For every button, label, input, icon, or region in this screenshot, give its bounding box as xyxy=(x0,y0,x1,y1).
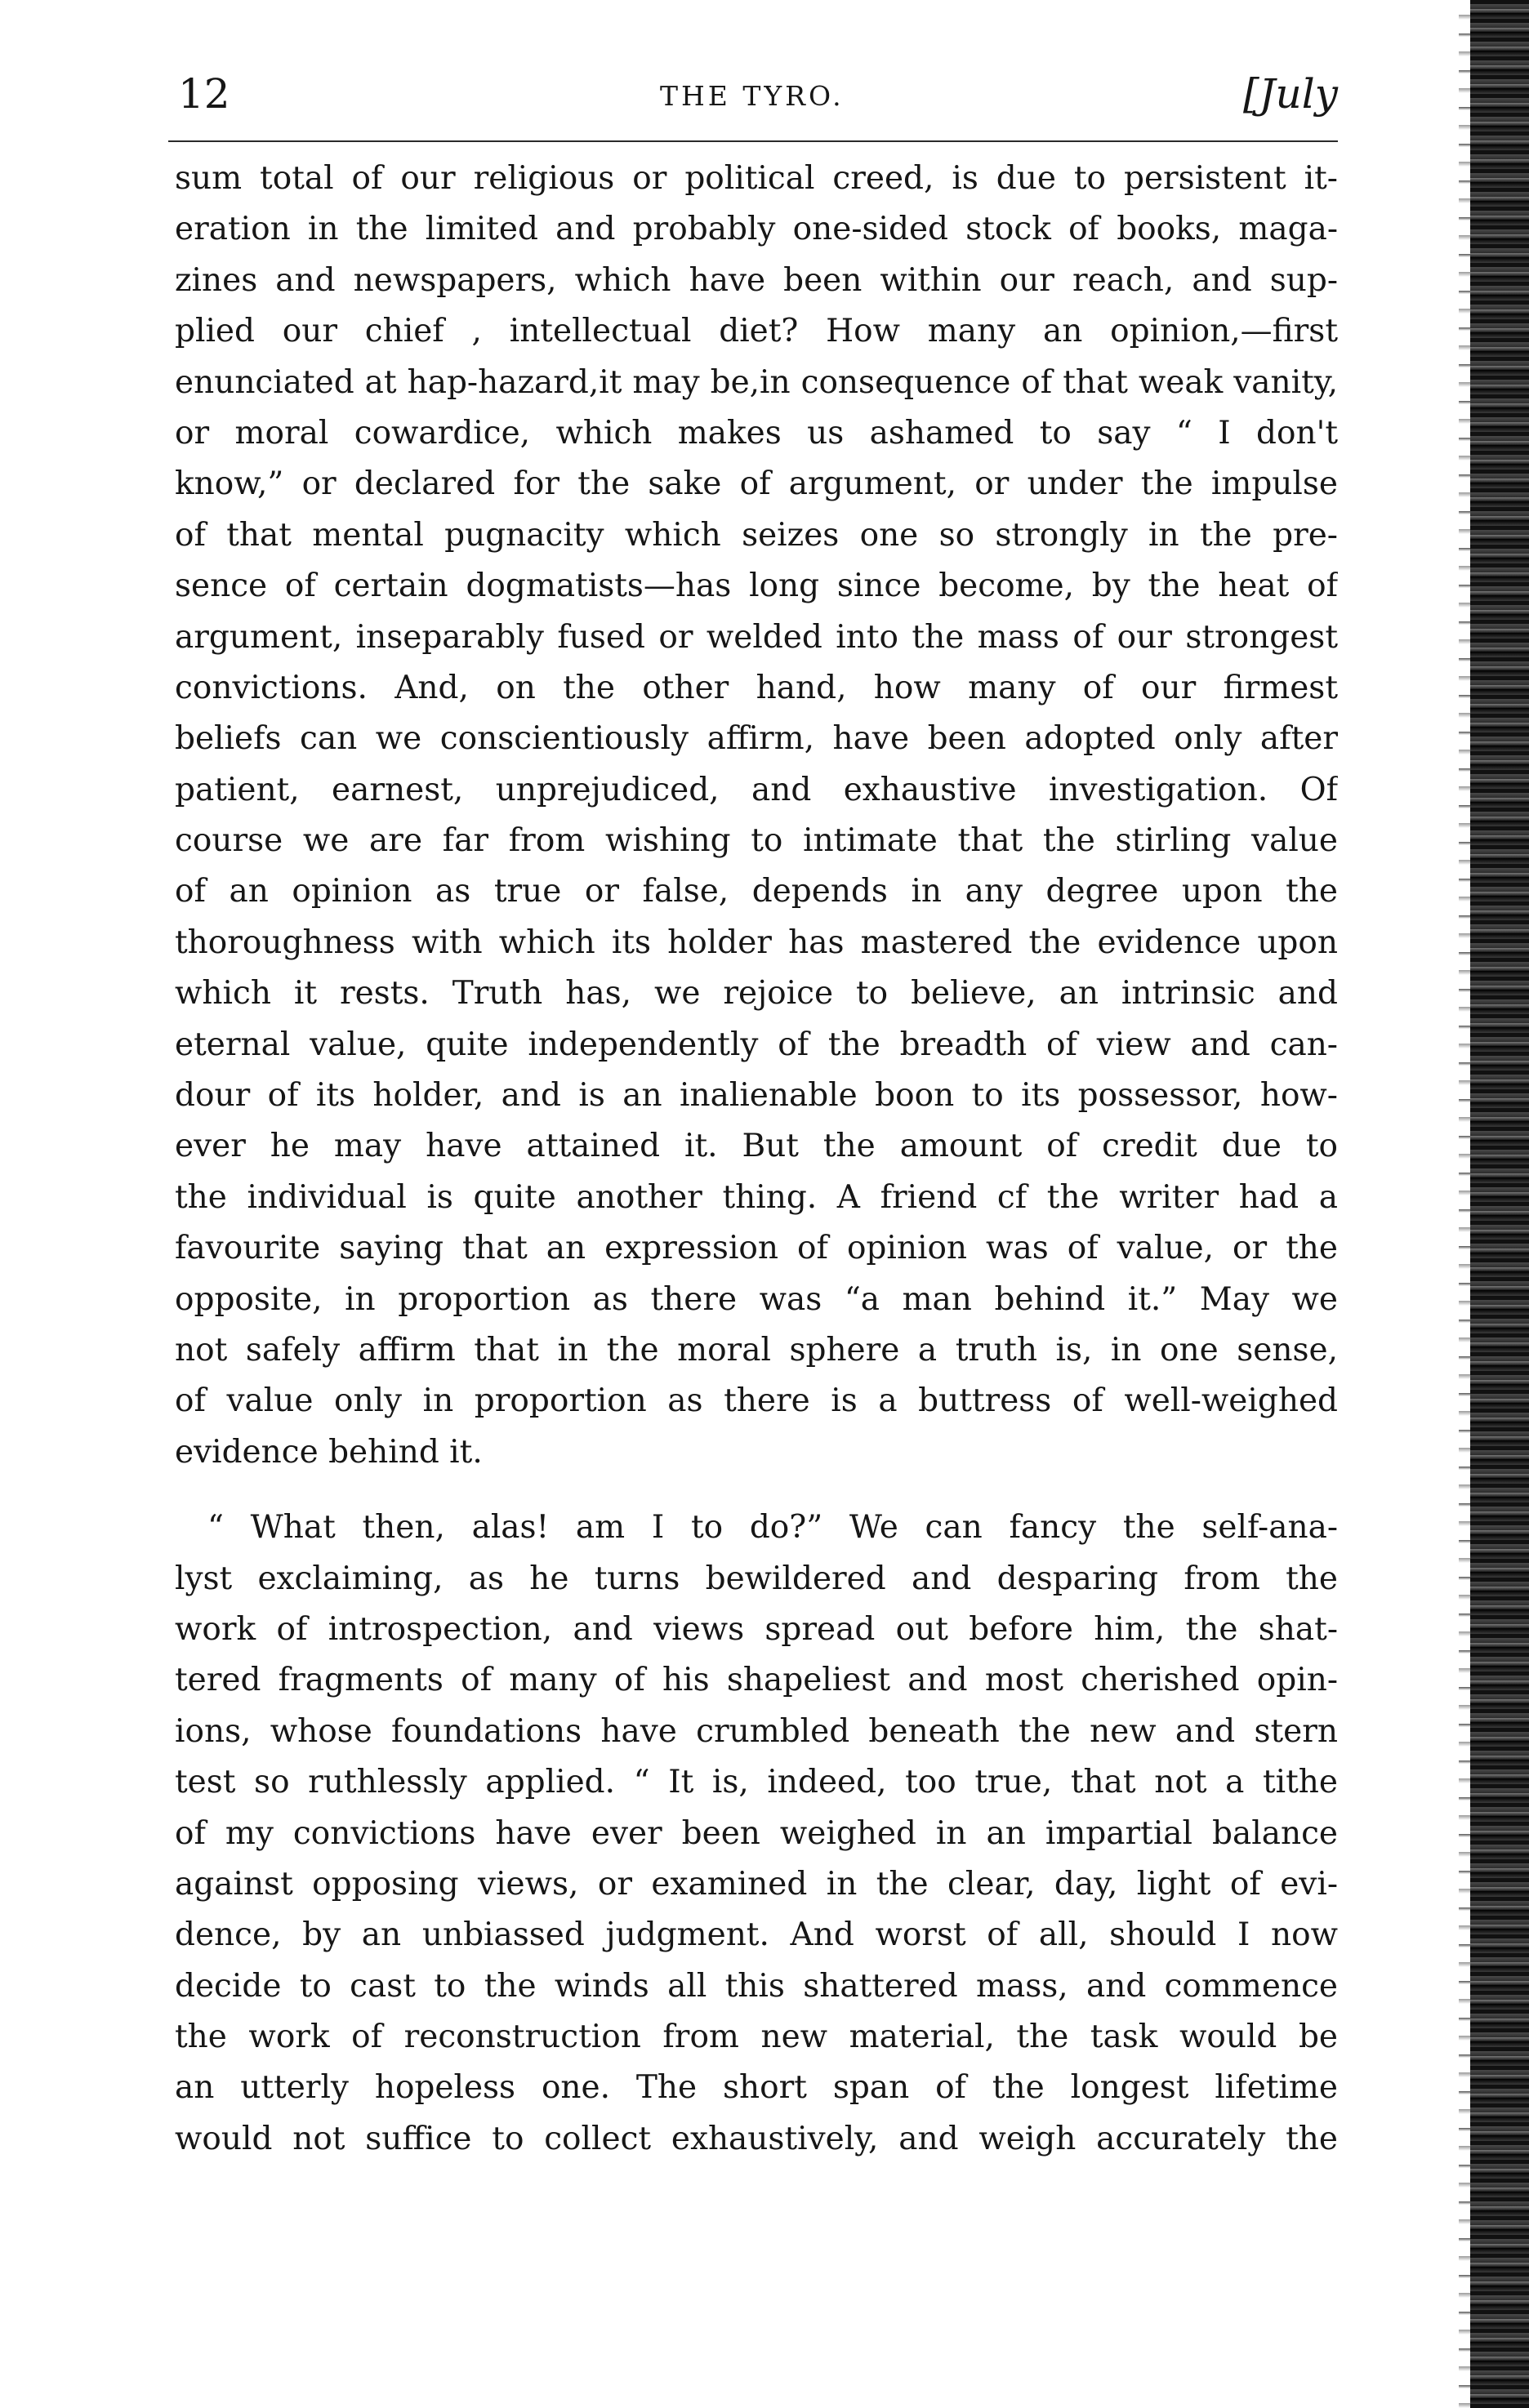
text-line: patient, earnest, unprejudiced, and exhaustive investigation. Of xyxy=(175,771,1338,808)
running-title: THE TYRO. xyxy=(660,80,845,112)
running-date: [July xyxy=(1243,70,1338,118)
text-line: “ What then, alas! am I to do?” We can fancy the self-ana- xyxy=(207,1509,1338,1547)
text-line: sum total of our religious or political creed, is due to persistent it- xyxy=(175,160,1338,197)
text-line: opposite, in proportion as there was “a man behind it.” May we xyxy=(175,1280,1338,1318)
text-line: eration in the limited and probably one-sided stock of books, maga- xyxy=(175,211,1338,248)
text-line: test so ruthlessly applied. “ It is, indeed, too true, that not a tithe xyxy=(175,1764,1338,1801)
text-line: eternal value, quite independently of the breadth of view and can- xyxy=(175,1026,1338,1063)
paragraph-spacing xyxy=(175,1478,1338,1502)
text-line: an utterly hopeless one. The short span of the longest lifetime xyxy=(175,2069,1338,2107)
text-line: dour of its holder, and is an inalienable boon to its possessor, how- xyxy=(175,1077,1338,1115)
running-header xyxy=(178,70,1338,136)
text-line: the work of reconstruction from new material, the task would be xyxy=(175,2019,1338,2056)
text-line: of that mental pugnacity which seizes one so strongly in the pre- xyxy=(175,516,1338,554)
text-line: of my convictions have ever been weighed in an impartial balance xyxy=(175,1814,1338,1852)
text-line: work of introspection, and views spread out before him, the shat- xyxy=(175,1610,1338,1648)
text-line: the individual is quite another thing. A friend cf the writer had a xyxy=(175,1178,1338,1216)
text-line: beliefs can we conscientiously affirm, have been adopted only after xyxy=(175,720,1338,758)
text-line: of an opinion as true or false, depends in any degree upon the xyxy=(175,873,1338,910)
text-line: lyst exclaiming, as he turns bewildered and desparing from the xyxy=(175,1560,1338,1597)
text-line: argument, inseparably fused or welded into the mass of our strongest xyxy=(175,618,1338,656)
text-line: or moral cowardice, which makes us ashamed to say “ I don't xyxy=(175,414,1338,452)
text-line: zines and newspapers, which have been within our reach, and sup- xyxy=(175,261,1338,299)
page-number: 12 xyxy=(178,70,230,118)
text-line: not safely affirm that in the moral sphere a truth is, in one sense, xyxy=(175,1331,1338,1369)
scan-binding-edge xyxy=(1470,0,1529,2408)
text-line: favourite saying that an expression of opinion was of value, or the xyxy=(175,1230,1338,1267)
text-line: sence of certain dogmatists—has long since become, by the heat of xyxy=(175,568,1338,605)
paragraph-2 xyxy=(175,1502,1338,2165)
body-text xyxy=(175,154,1338,2165)
text-line: thoroughness with which its holder has mastered the evidence upon xyxy=(175,924,1338,961)
text-line: know,” or declared for the sake of argument, or under the impulse xyxy=(175,465,1338,503)
text-line: course we are far from wishing to intimate that the stirling value xyxy=(175,822,1338,860)
text-line: tered fragments of many of his shapeliest and most cherished opin- xyxy=(175,1662,1338,1699)
text-line: convictions. And, on the other hand, how many of our firmest xyxy=(175,669,1338,706)
text-line: ions, whose foundations have crumbled beneath the new and stern xyxy=(175,1712,1338,1750)
text-line: enunciated at hap-hazard,it may be,in consequence of that weak vanity, xyxy=(175,363,1338,401)
text-line: evidence behind it. xyxy=(175,1433,483,1471)
text-line: dence, by an unbiassed judgment. And worst of all, should I now xyxy=(175,1916,1338,1954)
text-line: against opposing views, or examined in the clear, day, light of evi- xyxy=(175,1865,1338,1903)
text-line: plied our chief , intellectual diet? How many an opinion,—first xyxy=(175,313,1338,350)
text-line: would not suffice to collect exhaustively, and weigh accurately the xyxy=(175,2120,1338,2157)
paragraph-1 xyxy=(175,154,1338,1478)
text-line: of value only in proportion as there is a buttress of well-weighed xyxy=(175,1382,1338,1420)
text-line: ever he may have attained it. But the amount of credit due to xyxy=(175,1128,1338,1165)
header-rule xyxy=(168,140,1338,142)
text-line: which it rests. Truth has, we rejoice to believe, an intrinsic and xyxy=(175,975,1338,1013)
text-line: decide to cast to the winds all this shattered mass, and commence xyxy=(175,1967,1338,2005)
